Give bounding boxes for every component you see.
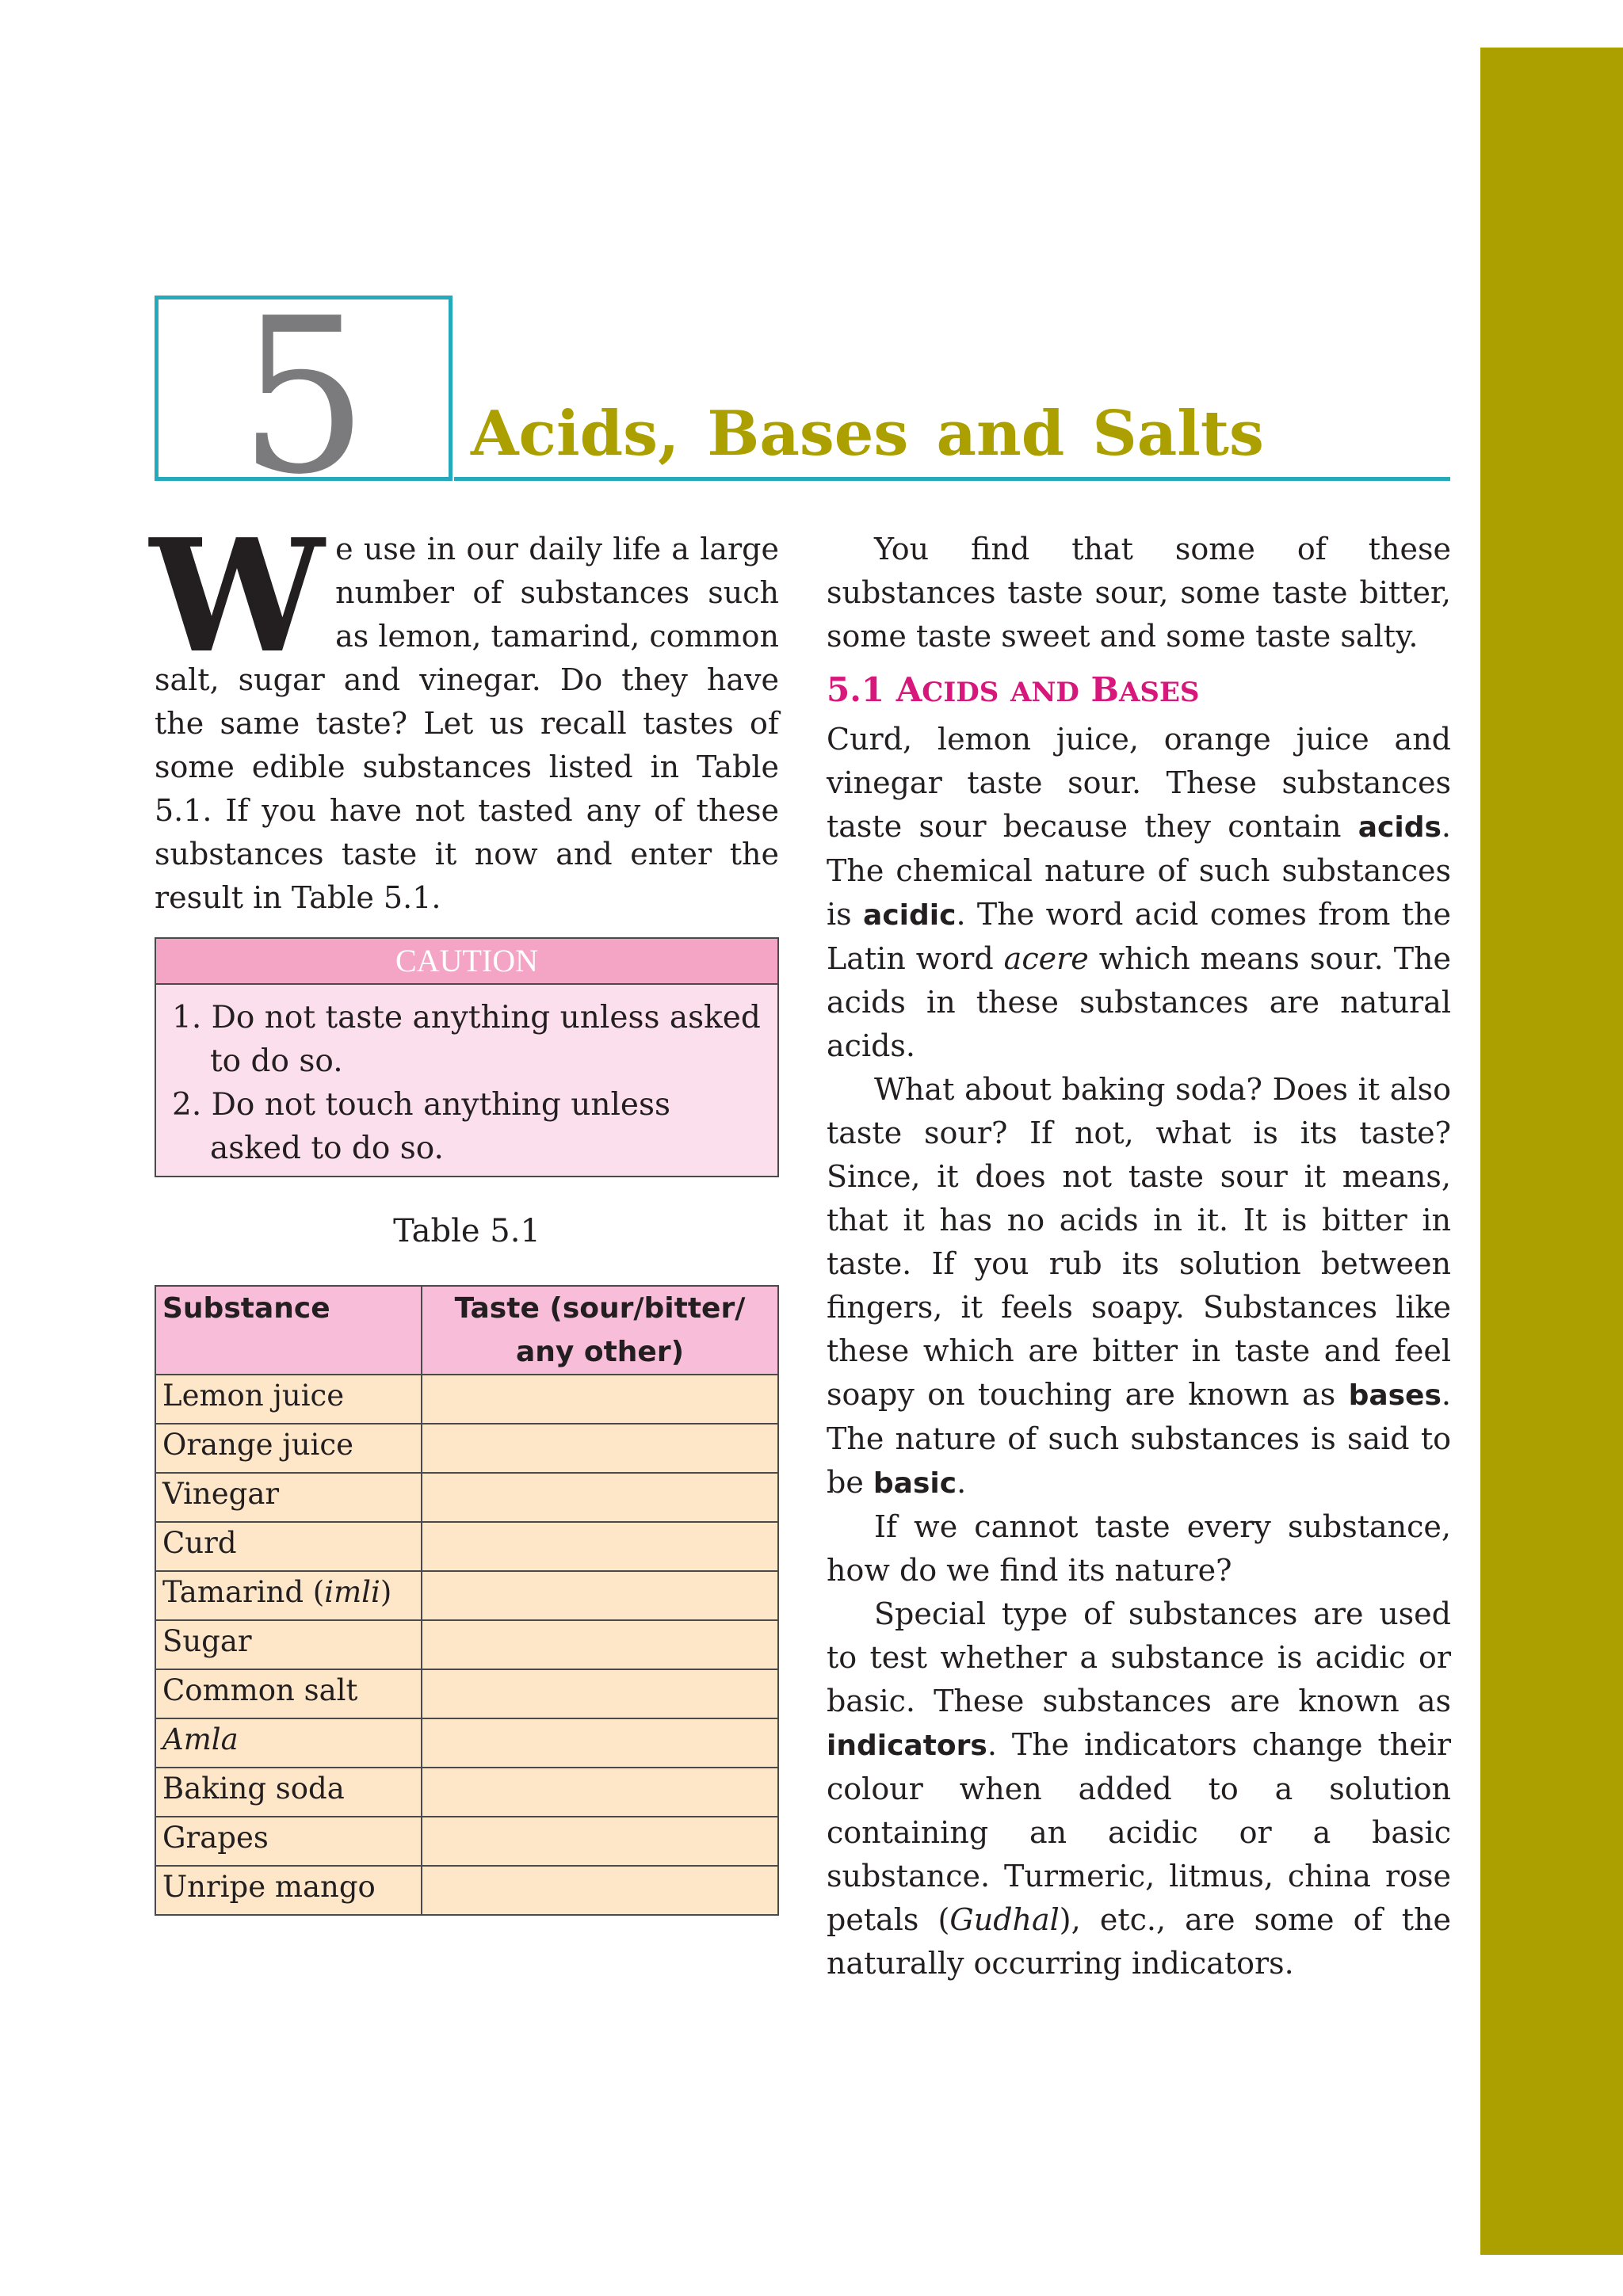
substance-cell: Orange juice bbox=[155, 1424, 422, 1473]
taste-cell[interactable] bbox=[422, 1866, 778, 1915]
paragraph bbox=[827, 718, 1451, 1068]
section-title-part: A bbox=[896, 670, 922, 709]
title-underline bbox=[454, 477, 1450, 481]
drop-cap: W bbox=[150, 505, 325, 688]
table-row bbox=[155, 1866, 778, 1915]
chapter-title: Acids, Bases and Salts bbox=[471, 398, 1264, 470]
table-row bbox=[155, 1718, 778, 1768]
intro-paragraph bbox=[150, 505, 780, 920]
local-name: Gudhal bbox=[949, 1902, 1060, 1937]
right-column bbox=[827, 528, 1451, 1985]
table-row bbox=[155, 1817, 778, 1866]
paragraph-text: which means sour. The acids in these substances are natural acids. bbox=[827, 941, 1452, 1063]
paragraph-text: . The chemical nature of such substances is bbox=[827, 809, 1451, 932]
table-row bbox=[155, 1375, 778, 1424]
substance-text: ) bbox=[380, 1575, 392, 1609]
substance-cell bbox=[155, 1571, 422, 1620]
table-row bbox=[155, 1768, 778, 1817]
paragraph-text: . The nature of such substances is said to be bbox=[827, 1377, 1451, 1500]
substance-cell: Sugar bbox=[155, 1620, 422, 1669]
section-number: 5.1 bbox=[827, 670, 885, 709]
section-title-part: AND bbox=[1010, 677, 1079, 708]
key-term: basic bbox=[873, 1467, 957, 1500]
substance-cell: Common salt bbox=[155, 1669, 422, 1718]
paragraph bbox=[827, 1068, 1451, 1505]
caution-item bbox=[172, 1083, 766, 1170]
latin-word: acere bbox=[1003, 941, 1089, 976]
header-substance: Substance bbox=[155, 1286, 422, 1375]
substance-cell: Grapes bbox=[155, 1817, 422, 1866]
substance-local-name: imli bbox=[324, 1575, 380, 1609]
paragraph-text: . bbox=[957, 1465, 967, 1500]
table-row bbox=[155, 1620, 778, 1669]
table-row bbox=[155, 1669, 778, 1718]
caution-item bbox=[172, 996, 766, 1083]
key-term: acidic bbox=[863, 899, 957, 932]
table-row bbox=[155, 1522, 778, 1571]
left-column bbox=[150, 505, 780, 920]
paragraph bbox=[827, 1592, 1451, 1985]
caution-list bbox=[156, 985, 777, 1170]
section-title-part: ASES bbox=[1119, 677, 1200, 708]
taste-cell[interactable] bbox=[422, 1522, 778, 1571]
chapter-number: 5 bbox=[239, 272, 369, 521]
taste-cell[interactable] bbox=[422, 1669, 778, 1718]
taste-cell[interactable] bbox=[422, 1375, 778, 1424]
paragraph-text: . The indicators change their colour when added to a solution containing an acidic or a basic substance. Turmeric, litmus, china rose petals ( bbox=[827, 1727, 1451, 1937]
substance-cell: Lemon juice bbox=[155, 1375, 422, 1424]
table-row bbox=[155, 1473, 778, 1522]
key-term: acids bbox=[1358, 811, 1442, 844]
caution-heading: CAUTION bbox=[156, 939, 777, 985]
section-title-part: B bbox=[1090, 670, 1120, 709]
paragraph-text: Curd, lemon juice, orange juice and vinegar taste sour. These substances taste sour because they contain bbox=[827, 722, 1451, 844]
caution-item-number: 2. bbox=[172, 1087, 202, 1123]
substance-cell: Unripe mango bbox=[155, 1866, 422, 1915]
substance-cell: Curd bbox=[155, 1522, 422, 1571]
taste-cell[interactable] bbox=[422, 1817, 778, 1866]
chapter-number-box bbox=[155, 272, 453, 521]
caution-item-number: 1. bbox=[172, 1000, 202, 1035]
taste-cell[interactable] bbox=[422, 1768, 778, 1817]
substance-cell bbox=[155, 1718, 422, 1768]
section-heading bbox=[827, 668, 1451, 715]
substance-text: Amla bbox=[162, 1722, 239, 1756]
substance-cell: Baking soda bbox=[155, 1768, 422, 1817]
paragraph-text: . The word acid comes from the Latin word bbox=[827, 897, 1452, 976]
paragraph-text: Special type of substances are used to test whether a substance is acidic or basic. These substances are known as bbox=[827, 1596, 1451, 1718]
taste-table bbox=[155, 1285, 779, 1916]
paragraph-text: What about baking soda? Does it also taste sour? If not, what is its taste? Since, it does not taste sour it means, that it has no acids in it. It is bitter in taste. If you rub its solution between fingers, it feels soapy. Substances like these which are bitter in taste and feel soapy on touching are known as bbox=[827, 1072, 1451, 1412]
key-term: bases bbox=[1348, 1379, 1442, 1412]
section-title-part: CIDS bbox=[922, 677, 999, 708]
table-header-row bbox=[155, 1286, 778, 1375]
caution-box bbox=[155, 937, 779, 1177]
caution-item-text: Do not taste anything unless asked to do so. bbox=[210, 1000, 761, 1079]
intro-text: e use in our daily life a large number of substances such as lemon, tamarind, common salt, sugar and vinegar. Do they have the same taste? Let us recall tastes of some edible substances listed in Table 5.1. If you have not tasted any of these substances taste it now and enter the result in Table 5.1. bbox=[155, 532, 780, 915]
caution-item-text: Do not touch anything unless asked to do so. bbox=[210, 1087, 671, 1166]
table-row bbox=[155, 1424, 778, 1473]
table-caption: Table 5.1 bbox=[393, 1213, 540, 1249]
side-color-bar bbox=[1480, 48, 1623, 2255]
taste-cell[interactable] bbox=[422, 1718, 778, 1768]
substance-text: Tamarind ( bbox=[162, 1575, 325, 1609]
taste-cell[interactable] bbox=[422, 1424, 778, 1473]
taste-cell[interactable] bbox=[422, 1473, 778, 1522]
taste-cell[interactable] bbox=[422, 1620, 778, 1669]
taste-cell[interactable] bbox=[422, 1571, 778, 1620]
paragraph: You find that some of these substances taste sour, some taste bitter, some taste sweet and some taste salty. bbox=[827, 532, 1451, 654]
substance-cell: Vinegar bbox=[155, 1473, 422, 1522]
header-taste: Taste (sour/bitter/ any other) bbox=[422, 1286, 778, 1375]
table-row bbox=[155, 1571, 778, 1620]
key-term: indicators bbox=[827, 1730, 987, 1762]
paragraph-text: ), etc., are some of the naturally occurring indicators. bbox=[827, 1902, 1451, 1981]
paragraph: If we cannot taste every substance, how do we find its nature? bbox=[827, 1509, 1451, 1588]
